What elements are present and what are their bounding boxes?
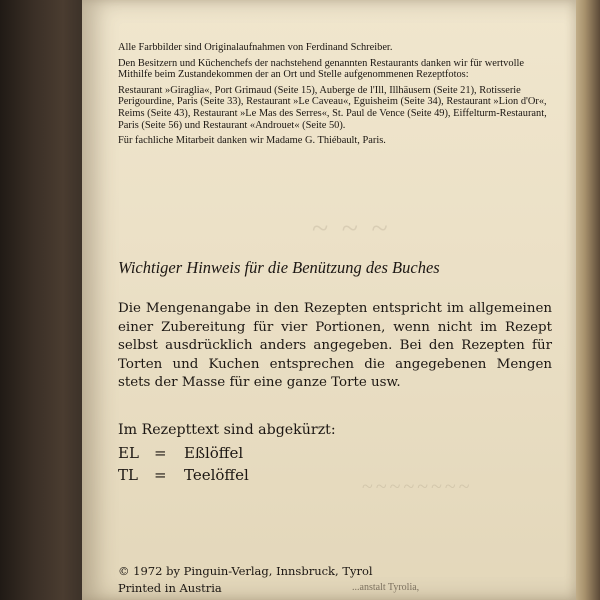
- abbreviation-equals: =: [154, 444, 167, 462]
- abbreviation-row: [118, 444, 249, 466]
- credits-line-restaurants: Restaurant »Giraglia«, Port Grimaud (Seite 15), Auberge de l'Ill, Illhäusern (Seite 21), Rotisserie Perigourdine, Paris (Seite 33), Restaurant »Le Caveau«, Eguisheim (Seite 34), Restaurant »Lion d'Or«, Reims (Seite 43), Restaurant »Le Mas des Serres«, St. Paul de Vence (Seite 49), Eiffelturm-Restaurant, Paris (Seite 56) und Restaurant «Androuet« (Seite 50).: [118, 84, 547, 131]
- abbreviation-code: TL: [118, 466, 138, 484]
- printer-fragment: ...anstalt Tyrolia,: [352, 582, 420, 593]
- abbreviation-equals: =: [154, 466, 167, 484]
- abbreviations-intro: Im Rezepttext sind abgekürzt:: [118, 422, 336, 438]
- show-through-mark: ~~~~~~~~: [362, 476, 473, 498]
- background-surface: [0, 0, 84, 600]
- printed-in-line: Printed in Austria: [118, 581, 222, 595]
- notice-heading: Wichtiger Hinweis für die Benützung des Buches: [118, 258, 440, 277]
- credits-line-thanks: Den Besitzern und Küchenchefs der nachstehend genannten Restaurants danken wir für wertvolle Mithilfe beim Zustandekommen der an Ort und Stelle aufgenommenen Rezeptfotos:: [118, 57, 524, 81]
- page-edge: [572, 0, 600, 600]
- copyright-line: © 1972 by Pinguin-Verlag, Innsbruck, Tyrol: [118, 564, 373, 578]
- abbreviation-meaning: Teelöffel: [184, 466, 249, 484]
- photo-credits: [118, 42, 550, 151]
- credits-line-photos: Alle Farbbilder sind Originalaufnahmen von Ferdinand Schreiber.: [118, 42, 393, 53]
- abbreviation-code: EL: [118, 444, 139, 462]
- abbreviation-meaning: Eßlöffel: [184, 444, 244, 462]
- credits-line-collaboration: Für fachliche Mitarbeit danken wir Madame G. Thiébault, Paris.: [118, 135, 386, 147]
- show-through-mark: ~ ~ ~: [312, 212, 391, 245]
- notice-body: Die Mengenangabe in den Rezepten entspricht im allgemeinen einer Zubereitung für vier Portionen, wenn nicht im Rezept selbst ausdrücklich anders angegeben. Bei den Rezepten für Torten und Kuchen entsprechen die angegebenen Mengen stets der Masse für eine ganze Torte usw.: [118, 301, 552, 391]
- book-page: [82, 0, 576, 600]
- abbreviation-row: [118, 466, 249, 488]
- abbreviations-table: [118, 444, 249, 488]
- copyright-block: [118, 563, 558, 597]
